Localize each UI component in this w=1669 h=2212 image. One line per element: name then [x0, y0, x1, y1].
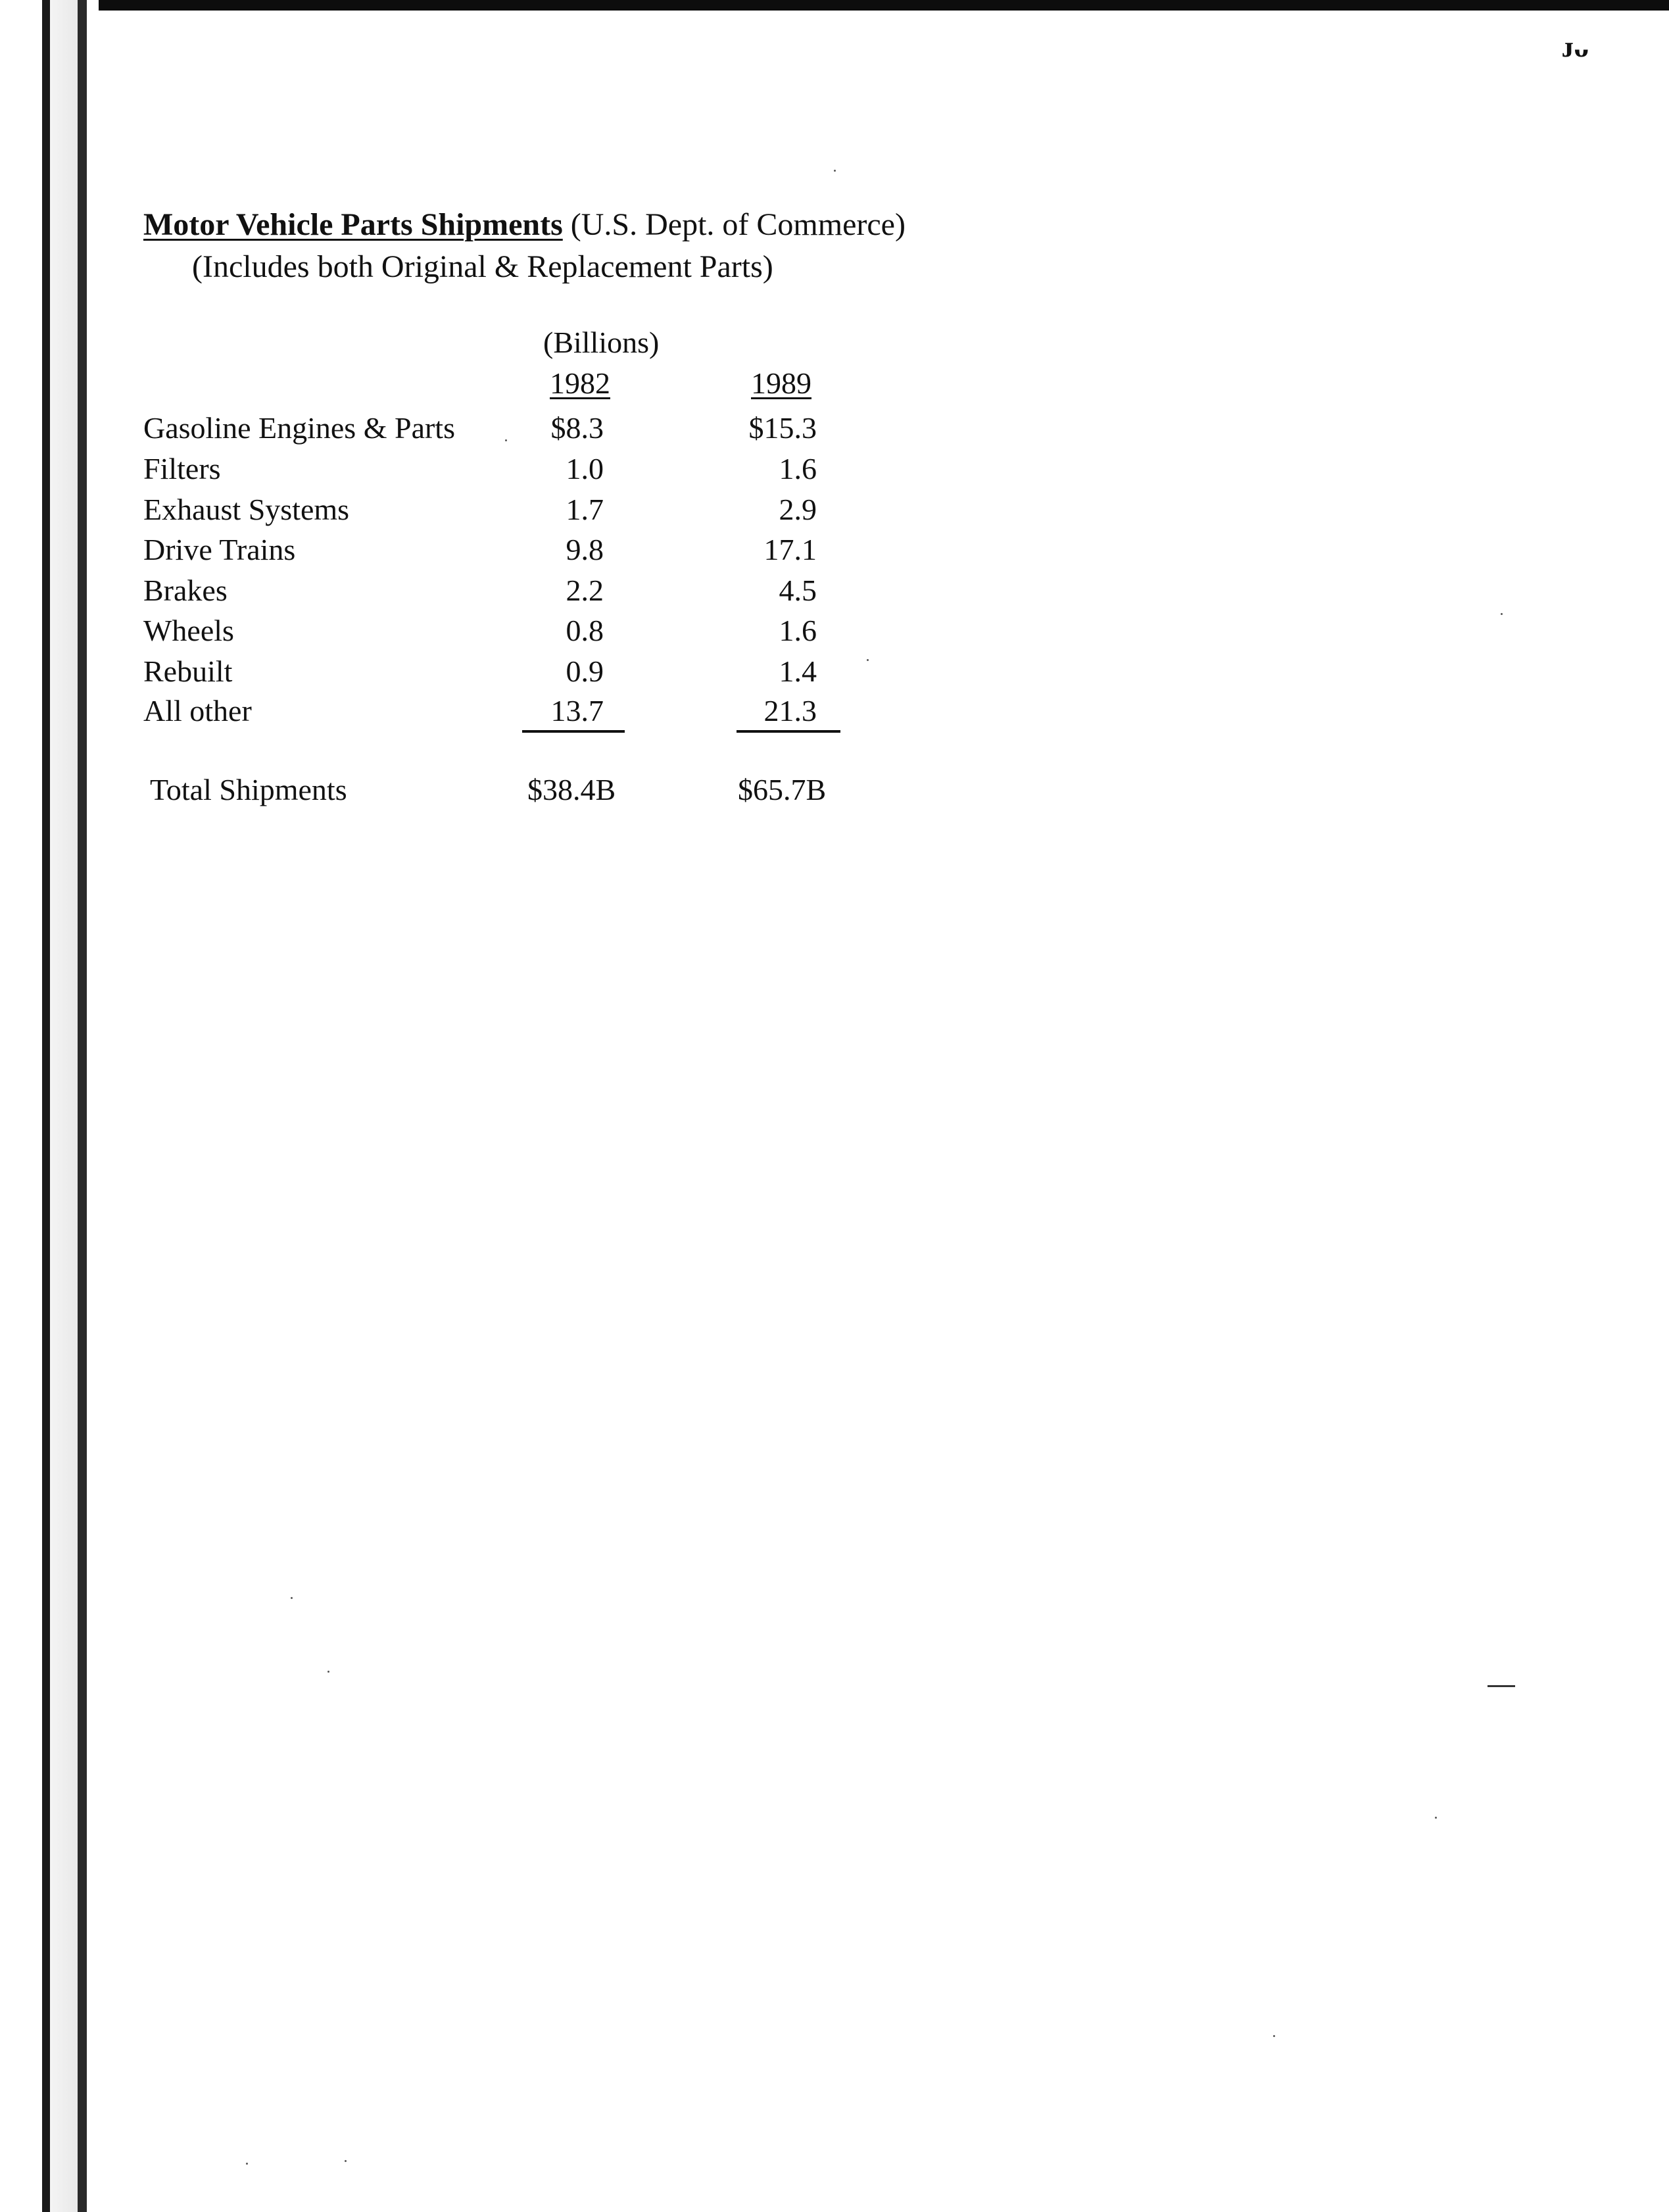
value-1982: 1.7 — [566, 493, 604, 526]
value-1989: $15.3 — [748, 411, 817, 445]
table-row — [143, 570, 867, 611]
value-1982: 13.7 — [550, 694, 604, 727]
binder-strip — [0, 0, 99, 2212]
table-row — [143, 489, 867, 530]
scan-dash-mark — [1488, 1685, 1515, 1687]
page-corner-mark: ᴊᴗ — [1562, 30, 1589, 63]
row-label: All other — [143, 694, 252, 727]
value-1982: 0.8 — [566, 614, 604, 647]
scan-speck — [867, 659, 869, 661]
scan-speck — [1273, 2035, 1275, 2037]
total-1982: $38.4B — [527, 773, 616, 806]
table-row — [143, 651, 867, 692]
table-row — [143, 408, 867, 449]
row-label: Gasoline Engines & Parts — [143, 411, 455, 445]
table-units: (Billions) — [543, 326, 660, 359]
sum-rule-1989 — [737, 730, 840, 733]
total-row — [150, 770, 873, 810]
value-1989: 17.1 — [763, 533, 817, 566]
column-header-1982: 1982 — [550, 366, 610, 400]
scan-speck — [834, 170, 836, 172]
scan-speck — [345, 2160, 347, 2162]
document-source: (U.S. Dept. of Commerce) — [570, 207, 906, 242]
document-title: Motor Vehicle Parts Shipments — [143, 207, 563, 242]
row-label: Drive Trains — [143, 533, 296, 566]
row-label: Filters — [143, 452, 221, 485]
scan-speck — [291, 1597, 293, 1599]
row-label: Wheels — [143, 614, 234, 647]
column-header-1989: 1989 — [751, 366, 811, 400]
value-1982: 1.0 — [566, 452, 604, 485]
value-1989: 1.6 — [779, 614, 817, 647]
scan-speck — [1501, 613, 1503, 615]
value-1989: 21.3 — [763, 694, 817, 727]
sum-rule-1982 — [522, 730, 625, 733]
document-heading — [143, 204, 906, 246]
value-1989: 2.9 — [779, 493, 817, 526]
row-label: Exhaust Systems — [143, 493, 350, 526]
scan-top-edge — [0, 0, 1669, 11]
scan-speck — [327, 1671, 329, 1673]
value-1982: 0.9 — [566, 654, 604, 688]
value-1982: 2.2 — [566, 574, 604, 607]
value-1989: 1.6 — [779, 452, 817, 485]
row-label: Brakes — [143, 574, 228, 607]
value-1989: 4.5 — [779, 574, 817, 607]
row-label: Rebuilt — [143, 654, 233, 688]
table-row — [143, 610, 867, 651]
scan-speck — [1435, 1817, 1437, 1819]
table-row — [143, 449, 867, 489]
total-1989: $65.7B — [738, 773, 827, 806]
total-label: Total Shipments — [150, 773, 347, 806]
document-subtitle: (Includes both Original & Replacement Parts) — [192, 249, 773, 284]
table-row — [143, 691, 867, 731]
value-1982: $8.3 — [550, 411, 604, 445]
table-row — [143, 529, 867, 570]
scan-speck — [505, 439, 507, 441]
value-1989: 1.4 — [779, 654, 817, 688]
value-1982: 9.8 — [566, 533, 604, 566]
scan-speck — [246, 2163, 248, 2165]
